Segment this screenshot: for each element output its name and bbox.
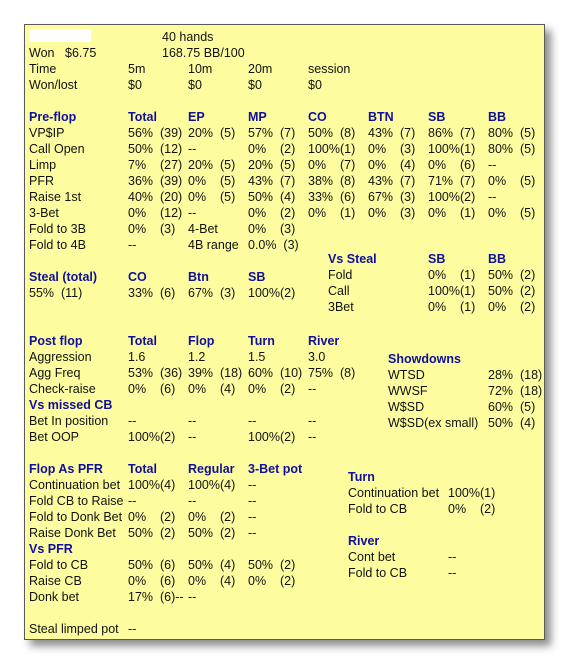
flop-pfr-col-total: Total (128, 462, 157, 476)
postflop-row-cell: 1.5 (248, 350, 266, 364)
period-20m: 20m (248, 62, 273, 76)
vs-steal-row-label: Fold (328, 268, 353, 282)
preflop-row-cell: 71% (7) (428, 174, 476, 188)
bb-per-100: 168.75 BB/100 (162, 46, 245, 60)
showdown-row-label: W$SD(ex small) (388, 416, 479, 430)
flop-pfr-row-cell: 0% (2) (188, 510, 236, 524)
preflop-row-cell: 0% (5) (488, 174, 536, 188)
missed-cb-row-cell: 100%(2) (248, 430, 296, 444)
preflop-row-label: 3-Bet (29, 206, 59, 220)
flop-pfr-row-cell: -- (188, 494, 197, 508)
postflop-row-label: Aggression (29, 350, 92, 364)
postflop-row-cell: 0% (2) (248, 382, 296, 396)
vs-pfr-row-cell: 50% (4) (188, 558, 236, 572)
preflop-row-cell: 0% (5) (188, 174, 236, 188)
preflop-row-cell: 0% (7) (308, 158, 356, 172)
vs-pfr-row-cell: 0% (6) (128, 574, 176, 588)
preflop-row-cell: 40% (20) (128, 190, 183, 204)
preflop-col-sb: SB (428, 110, 446, 124)
flop-pfr-row-cell: 100%(4) (128, 478, 176, 492)
preflop-row-cell: 56% (39) (128, 126, 183, 140)
stats-hud-panel (24, 24, 545, 640)
preflop-row-cell: 7% (27) (128, 158, 183, 172)
preflop-row-cell: 0% (3) (368, 206, 416, 220)
preflop-row-cell: 0.0% (3) (248, 238, 299, 252)
flop-pfr-row-cell: 50% (2) (188, 526, 236, 540)
preflop-row-cell: 0% (4) (368, 158, 416, 172)
missed-cb-row-cell: -- (128, 414, 137, 428)
steal-total: 55% (11) (29, 286, 83, 300)
flop-pfr-row-cell: 0% (2) (128, 510, 176, 524)
steal-sb: 100%(2) (248, 286, 296, 300)
preflop-row-cell: 0% (3) (248, 222, 296, 236)
period-session: session (308, 62, 351, 76)
missed-cb-row-label: Bet OOP (29, 430, 80, 444)
preflop-row-cell: 100%(1) (428, 142, 476, 156)
turn-row-value: 100%(1) (448, 486, 496, 500)
postflop-row-cell: 1.6 (128, 350, 146, 364)
won-label: Won (29, 46, 55, 60)
flop-pfr-row-cell: 100%(4) (188, 478, 236, 492)
preflop-row-cell: 67% (3) (368, 190, 416, 204)
preflop-row-cell: -- (488, 158, 497, 172)
river-title: River (348, 534, 380, 548)
postflop-row-cell: 0% (4) (188, 382, 236, 396)
preflop-row-cell: 20% (5) (248, 158, 296, 172)
vs-steal-title: Vs Steal (328, 252, 377, 266)
steal-col-co: CO (128, 270, 147, 284)
vs-steal-row-cell: 0% (2) (488, 300, 536, 314)
postflop-row-cell: 1.2 (188, 350, 206, 364)
preflop-row-cell: 0% (12) (128, 206, 183, 220)
won-lost-5m: $0 (128, 78, 142, 92)
missed-cb-row-cell: -- (308, 414, 317, 428)
showdown-row-value: 28% (18) (488, 368, 543, 382)
showdown-row-label: WTSD (388, 368, 425, 382)
postflop-row-cell: 53% (36) (128, 366, 183, 380)
showdown-row-value: 60% (5) (488, 400, 536, 414)
vs-steal-row-label: Call (328, 284, 350, 298)
preflop-row-cell: 4B range (188, 238, 239, 252)
preflop-row-cell: 80% (5) (488, 142, 536, 156)
preflop-row-cell: 0% (5) (488, 206, 536, 220)
steal-limped-pot-label: Steal limped pot (29, 622, 119, 636)
missed-cb-row-label: Bet In position (29, 414, 109, 428)
flop-pfr-row-label: Fold to Donk Bet (29, 510, 123, 524)
preflop-row-cell: 36% (39) (128, 174, 183, 188)
vs-pfr-row-cell: -- (188, 590, 197, 604)
showdown-row-label: WWSF (388, 384, 428, 398)
postflop-title: Post flop (29, 334, 83, 348)
preflop-row-cell: 57% (7) (248, 126, 296, 140)
preflop-row-cell: 0% (3) (368, 142, 416, 156)
turn-title: Turn (348, 470, 375, 484)
preflop-row-label: VP$IP (29, 126, 65, 140)
preflop-col-btn: BTN (368, 110, 394, 124)
preflop-row-cell: 43% (7) (248, 174, 296, 188)
won-lost-session: $0 (308, 78, 322, 92)
river-row-label: Cont bet (348, 550, 396, 564)
preflop-row-cell: 33% (6) (308, 190, 356, 204)
flop-pfr-row-cell: -- (128, 494, 137, 508)
preflop-row-cell: 50% (8) (308, 126, 356, 140)
vs-steal-row-label: 3Bet (328, 300, 354, 314)
flop-pfr-row-label: Raise Donk Bet (29, 526, 116, 540)
won-lost-10m: $0 (188, 78, 202, 92)
won-lost-20m: $0 (248, 78, 262, 92)
preflop-row-label: PFR (29, 174, 54, 188)
steal-btn: 67% (3) (188, 286, 236, 300)
won-value: $6.75 (65, 46, 97, 60)
showdown-row-value: 50% (4) (488, 416, 536, 430)
preflop-row-cell: 38% (8) (308, 174, 356, 188)
vs-steal-row-cell: 100%(1) (428, 284, 476, 298)
preflop-row-cell: -- (188, 206, 197, 220)
postflop-row-label: Check-raise (29, 382, 96, 396)
vs-pfr-row-cell: 50% (6) (128, 558, 176, 572)
preflop-row-label: Fold to 3B (29, 222, 86, 236)
preflop-row-cell: 20% (5) (188, 126, 236, 140)
postflop-row-cell: -- (308, 382, 317, 396)
preflop-row-cell: 86% (7) (428, 126, 476, 140)
preflop-row-label: Call Open (29, 142, 85, 156)
vs-pfr-title: Vs PFR (29, 542, 73, 556)
steal-title: Steal (total) (29, 270, 98, 284)
postflop-row-cell: 39% (18) (188, 366, 243, 380)
preflop-row-cell: 100%(1) (308, 142, 356, 156)
player-name-field (29, 29, 91, 42)
missed-cb-row-cell: -- (188, 430, 197, 444)
vs-pfr-row-cell: 0% (2) (248, 574, 296, 588)
steal-col-sb: SB (248, 270, 266, 284)
flop-pfr-row-cell: -- (248, 494, 257, 508)
period-5m: 5m (128, 62, 146, 76)
missed-cb-row-cell: -- (188, 414, 197, 428)
preflop-row-cell: 0% (3) (128, 222, 176, 236)
vs-steal-col-sb: SB (428, 252, 446, 266)
flop-pfr-col-regular: Regular (188, 462, 235, 476)
preflop-row-cell: 0% (2) (248, 206, 296, 220)
preflop-row-cell: 100%(2) (428, 190, 476, 204)
flop-pfr-row-cell: 50% (2) (128, 526, 176, 540)
preflop-row-cell: 43% (7) (368, 126, 416, 140)
flop-pfr-row-label: Continuation bet (29, 478, 121, 492)
turn-row-label: Continuation bet (348, 486, 440, 500)
vs-missed-cb-title: Vs missed CB (29, 398, 113, 412)
postflop-col-turn: Turn (248, 334, 275, 348)
missed-cb-row-cell: -- (308, 430, 317, 444)
vs-steal-col-bb: BB (488, 252, 507, 266)
turn-row-value: 0% (2) (448, 502, 496, 516)
steal-limped-pot-value: -- (128, 622, 137, 636)
vs-pfr-row-cell: 50% (2) (248, 558, 296, 572)
preflop-col-ep: EP (188, 110, 205, 124)
river-row-value: -- (448, 550, 457, 564)
flop-as-pfr-title: Flop As PFR (29, 462, 103, 476)
vs-pfr-row-cell: 0% (4) (188, 574, 236, 588)
postflop-row-cell: 3.0 (308, 350, 326, 364)
postflop-col-total: Total (128, 334, 157, 348)
preflop-row-cell: -- (188, 142, 197, 156)
preflop-row-cell: -- (128, 238, 137, 252)
preflop-row-cell: 80% (5) (488, 126, 536, 140)
preflop-row-label: Fold to 4B (29, 238, 86, 252)
preflop-row-label: Raise 1st (29, 190, 82, 204)
missed-cb-row-cell: -- (248, 414, 257, 428)
preflop-row-cell: 0% (1) (308, 206, 356, 220)
preflop-title: Pre-flop (29, 110, 77, 124)
vs-pfr-row-label: Raise CB (29, 574, 82, 588)
missed-cb-row-cell: 100%(2) (128, 430, 176, 444)
postflop-row-cell: 0% (6) (128, 382, 176, 396)
vs-steal-row-cell: 0% (1) (428, 300, 476, 314)
flop-pfr-row-cell: -- (248, 478, 257, 492)
preflop-row-cell: 43% (7) (368, 174, 416, 188)
postflop-row-label: Agg Freq (29, 366, 81, 380)
preflop-row-cell: 0% (2) (248, 142, 296, 156)
vs-pfr-row-cell: 17% (6)-- (128, 590, 184, 604)
preflop-row-cell: 0% (5) (188, 190, 236, 204)
postflop-col-flop: Flop (188, 334, 215, 348)
flop-pfr-row-cell: -- (248, 526, 257, 540)
flop-pfr-row-cell: -- (248, 510, 257, 524)
vs-steal-row-cell: 50% (2) (488, 268, 536, 282)
river-row-label: Fold to CB (348, 566, 408, 580)
preflop-row-cell: 50% (4) (248, 190, 296, 204)
postflop-row-cell: 60% (10) (248, 366, 303, 380)
showdown-row-label: W$SD (388, 400, 425, 414)
flop-pfr-col-3bet-pot: 3-Bet pot (248, 462, 303, 476)
vs-pfr-row-label: Donk bet (29, 590, 80, 604)
won-lost-label: Won/lost (29, 78, 78, 92)
period-10m: 10m (188, 62, 213, 76)
preflop-row-cell: 0% (1) (428, 206, 476, 220)
showdown-row-value: 72% (18) (488, 384, 543, 398)
vs-steal-row-cell: 50% (2) (488, 284, 536, 298)
hands-count: 40 hands (162, 30, 214, 44)
vs-pfr-row-label: Fold to CB (29, 558, 89, 572)
preflop-col-mp: MP (248, 110, 267, 124)
flop-pfr-row-label: Fold CB to Raise (29, 494, 124, 508)
preflop-row-cell: -- (488, 190, 497, 204)
turn-row-label: Fold to CB (348, 502, 408, 516)
preflop-col-bb: BB (488, 110, 507, 124)
preflop-row-cell: 20% (5) (188, 158, 236, 172)
postflop-col-river: River (308, 334, 340, 348)
preflop-row-cell: 4-Bet (188, 222, 218, 236)
preflop-row-cell: 0% (6) (428, 158, 476, 172)
showdowns-title: Showdowns (388, 352, 461, 366)
steal-co: 33% (6) (128, 286, 176, 300)
time-label: Time (29, 62, 57, 76)
steal-col-btn: Btn (188, 270, 209, 284)
preflop-col-total: Total (128, 110, 157, 124)
postflop-row-cell: 75% (8) (308, 366, 356, 380)
preflop-row-cell: 50% (12) (128, 142, 183, 156)
river-row-value: -- (448, 566, 457, 580)
vs-steal-row-cell: 0% (1) (428, 268, 476, 282)
preflop-row-label: Limp (29, 158, 57, 172)
preflop-col-co: CO (308, 110, 327, 124)
